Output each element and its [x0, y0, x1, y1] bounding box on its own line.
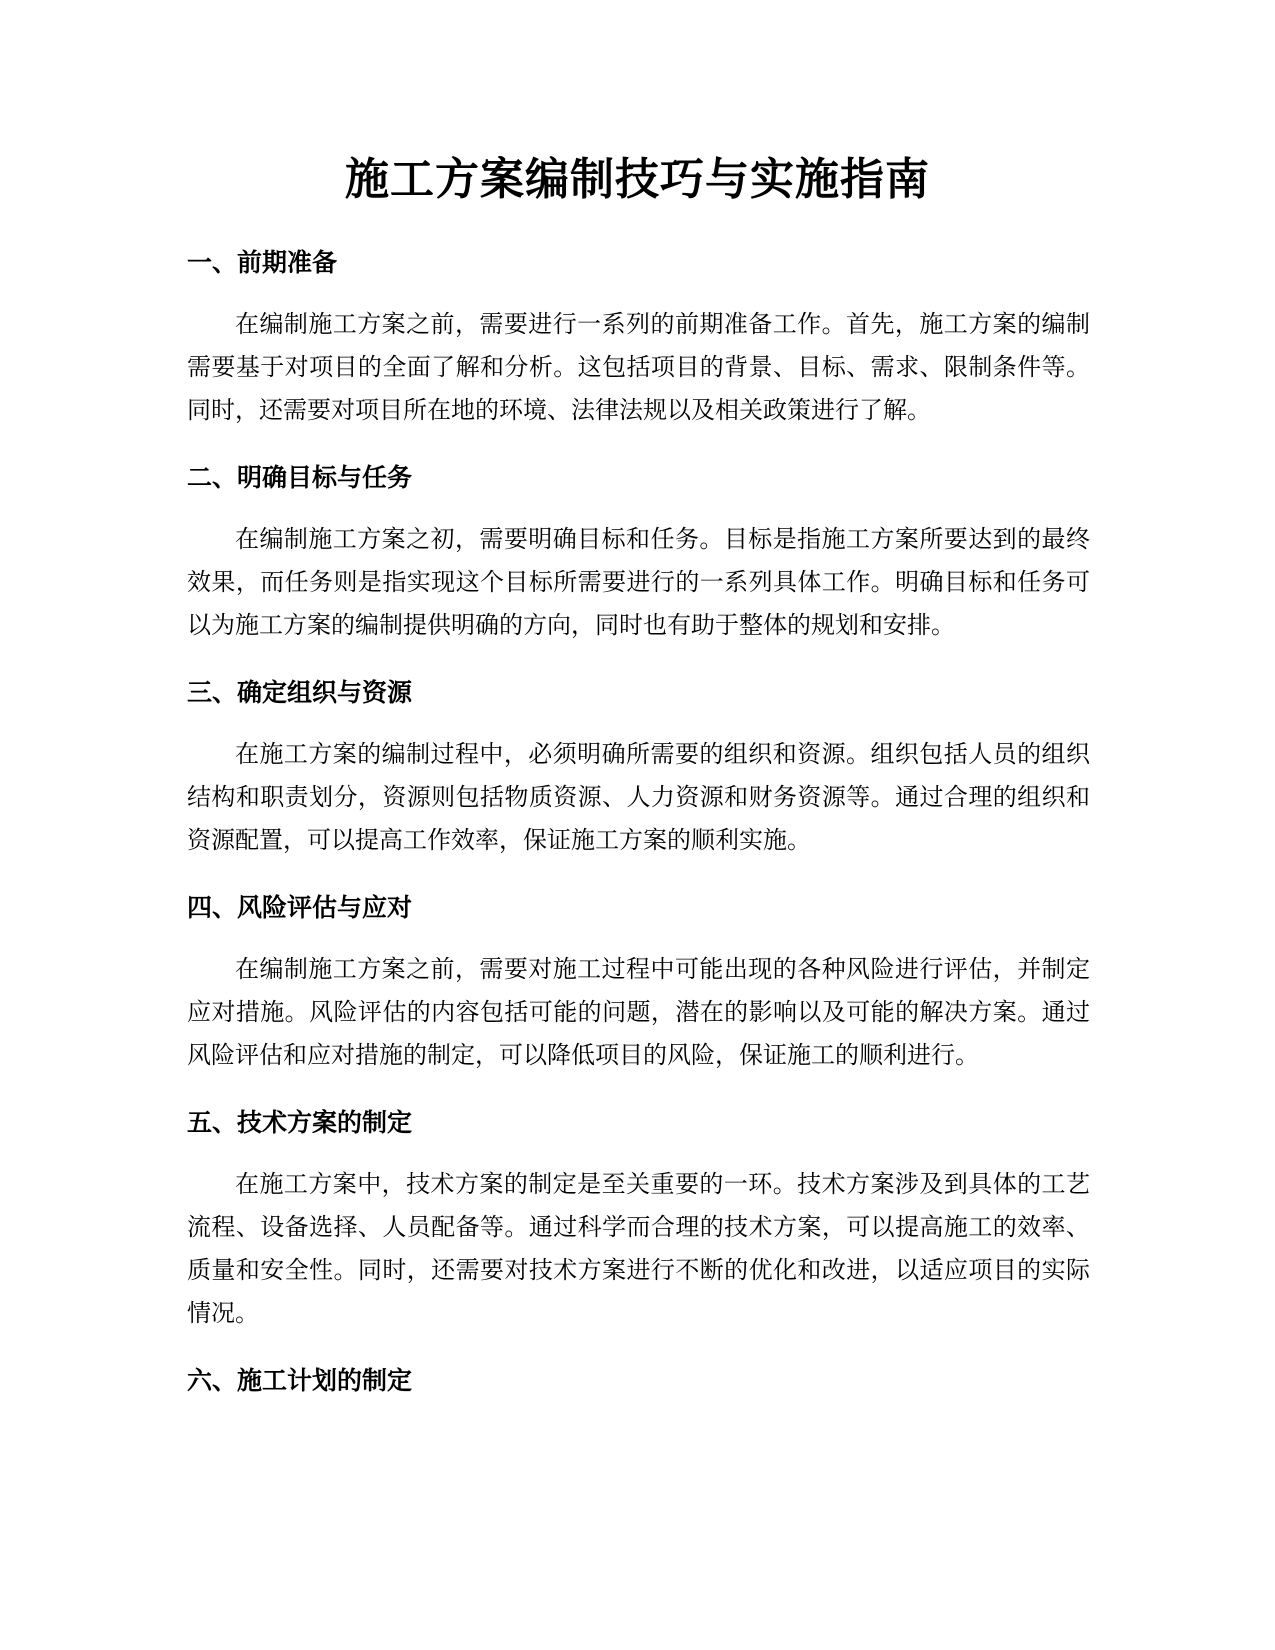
section-paragraph-5: 在施工方案中，技术方案的制定是至关重要的一环。技术方案涉及到具体的工艺流程、设备选择、人员配备等。通过科学而合理的技术方案，可以提高施工的效率、质量和安全性。同时，还需要对技术方案进行不断的优化和改进，以适应项目的实际情况。: [187, 1170, 1090, 1327]
section-heading-6: 六、施工计划的制定: [187, 1366, 413, 1395]
section-heading-4: 四、风险评估与应对: [187, 893, 413, 922]
section-heading-2: 二、明确目标与任务: [187, 463, 413, 492]
section-heading-3: 三、确定组织与资源: [187, 678, 413, 707]
section-paragraph-1: 在编制施工方案之前，需要进行一系列的前期准备工作。首先，施工方案的编制需要基于对项目的全面了解和分析。这包括项目的背景、目标、需求、限制条件等。同时，还需要对项目所在地的环境、法律法规以及相关政策进行了解。: [187, 310, 1090, 424]
section-heading-5: 五、技术方案的制定: [187, 1108, 413, 1137]
section-paragraph-2: 在编制施工方案之初，需要明确目标和任务。目标是指施工方案所要达到的最终效果，而任务则是指实现这个目标所需要进行的一系列具体工作。明确目标和任务可以为施工方案的编制提供明确的方向，同时也有助于整体的规划和安排。: [187, 525, 1090, 639]
section-heading-1: 一、前期准备: [187, 248, 338, 277]
section-paragraph-4: 在编制施工方案之前，需要对施工过程中可能出现的各种风险进行评估，并制定应对措施。风险评估的内容包括可能的问题，潜在的影响以及可能的解决方案。通过风险评估和应对措施的制定，可以降低项目的风险，保证施工的顺利进行。: [187, 955, 1090, 1069]
document-body: [187, 245, 1090, 1421]
document-title: 施工方案编制技巧与实施指南: [345, 154, 930, 205]
section-paragraph-3: 在施工方案的编制过程中，必须明确所需要的组织和资源。组织包括人员的组织结构和职责划分，资源则包括物质资源、人力资源和财务资源等。通过合理的组织和资源配置，可以提高工作效率，保证施工方案的顺利实施。: [187, 740, 1090, 854]
